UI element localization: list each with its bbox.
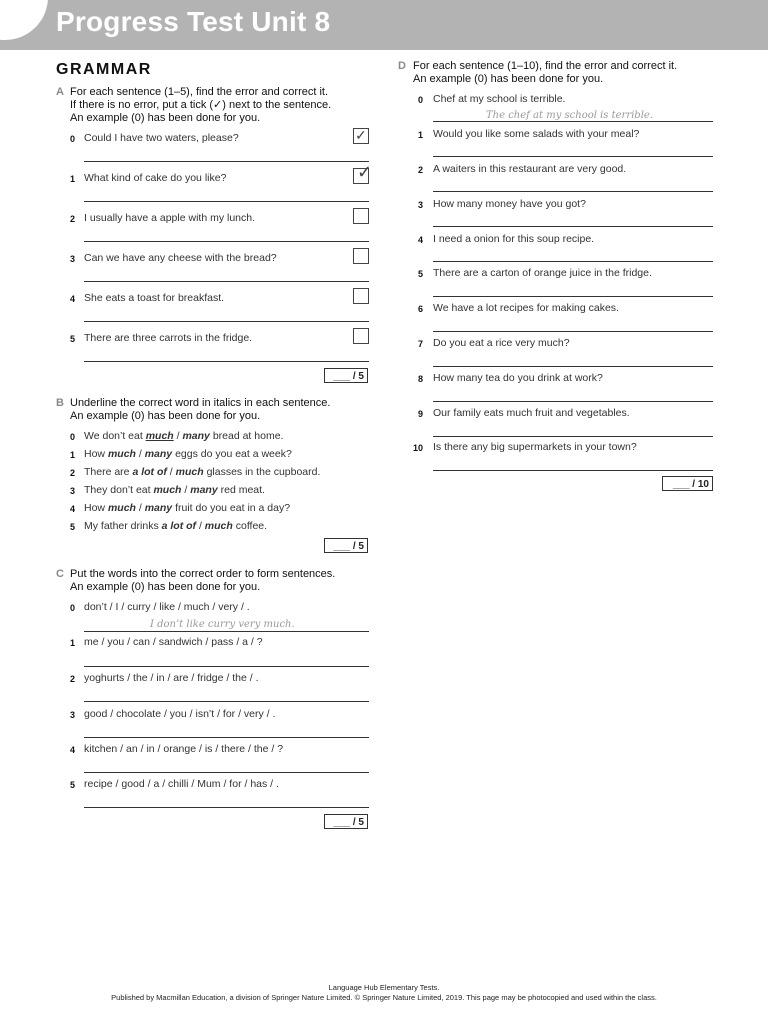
answer-line[interactable] xyxy=(84,666,369,667)
tick-mark: ✓ xyxy=(357,162,373,182)
item-number: 1 xyxy=(70,450,76,460)
item-number: 3 xyxy=(70,486,76,496)
sentence-text: What kind of cake do you like? xyxy=(84,172,227,184)
choice-option[interactable]: much xyxy=(107,502,136,514)
sentence-text: Can we have any cheese with the bread? xyxy=(84,252,277,264)
item-number: 1 xyxy=(70,174,76,184)
item-number: 5 xyxy=(70,522,76,532)
sentence-text: Could I have two waters, please? xyxy=(84,132,239,144)
instruction-line: An example (0) has been done for you. xyxy=(70,410,261,422)
answer-line[interactable] xyxy=(84,807,369,808)
sentence-text: Chef at my school is terrible. xyxy=(433,93,566,105)
item-number: 4 xyxy=(70,294,76,304)
choice-option[interactable]: much xyxy=(153,484,182,496)
sentence-text: Is there any big supermarkets in your town? xyxy=(433,441,637,453)
item-number: 10 xyxy=(413,443,424,453)
item-number: 5 xyxy=(70,334,76,344)
example-answer: I don’t like curry very much. xyxy=(150,619,295,630)
item-number: 2 xyxy=(70,468,76,478)
item-number: 5 xyxy=(418,269,424,279)
sentence-text: I usually have a apple with my lunch. xyxy=(84,212,256,224)
sentence-text: We have a lot recipes for making cakes. xyxy=(433,302,619,314)
item-number: 5 xyxy=(70,780,76,790)
instruction-line: Put the words into the correct order to form sentences. xyxy=(70,568,336,580)
score-box[interactable]: ___ / 5 xyxy=(324,368,368,383)
item-number: 8 xyxy=(418,374,424,384)
section-d-letter: D xyxy=(398,60,406,72)
section-heading-grammar: GRAMMAR xyxy=(56,61,152,78)
answer-line[interactable] xyxy=(433,121,713,122)
sentence-text: She eats a toast for breakfast. xyxy=(84,292,225,304)
choice-option[interactable]: many xyxy=(190,484,218,496)
choice-option[interactable]: much xyxy=(107,448,136,460)
page-title: Progress Test Unit 8 xyxy=(56,6,331,37)
answer-line[interactable] xyxy=(84,201,369,202)
sentence-text: There are a carton of orange juice in the fridge. xyxy=(433,267,652,279)
tick-box[interactable] xyxy=(353,248,369,264)
jumbled-words: good / chocolate / you / isn’t / for / very / . xyxy=(84,708,276,720)
example-answer: The chef at my school is terrible. xyxy=(486,110,654,121)
answer-line[interactable] xyxy=(433,366,713,367)
item-number: 2 xyxy=(70,214,76,224)
instruction-line: For each sentence (1–10), find the error and correct it. xyxy=(413,60,678,72)
underlined-answer: much xyxy=(145,430,174,442)
item-number: 3 xyxy=(418,200,424,210)
item-number: 2 xyxy=(418,165,424,175)
choice-sentence: There are a lot of / much glasses in the cupboard. xyxy=(84,466,321,478)
jumbled-words: don’t / I / curry / like / much / very / . xyxy=(84,601,250,613)
section-a-letter: A xyxy=(56,86,64,98)
item-number: 0 xyxy=(70,603,76,613)
choice-sentence: My father drinks a lot of / much coffee. xyxy=(84,520,268,532)
section-b-letter: B xyxy=(56,397,64,409)
item-number: 3 xyxy=(70,254,76,264)
answer-line[interactable] xyxy=(433,401,713,402)
answer-line[interactable] xyxy=(84,281,369,282)
sentence-text: There are three carrots in the fridge. xyxy=(84,332,253,344)
answer-line[interactable] xyxy=(433,331,713,332)
choice-option[interactable]: many xyxy=(144,502,173,514)
tick-box[interactable] xyxy=(353,208,369,224)
answer-line[interactable] xyxy=(84,241,369,242)
jumbled-words: yoghurts / the / in / are / fridge / the / . xyxy=(84,672,259,684)
sentence-text: Our family eats much fruit and vegetables. xyxy=(433,407,630,419)
answer-line[interactable] xyxy=(433,436,713,437)
choice-option[interactable]: much xyxy=(175,466,204,478)
choice-sentence: How much / many eggs do you eat a week? xyxy=(84,448,292,460)
item-number: 6 xyxy=(418,304,424,314)
item-number: 4 xyxy=(70,504,76,514)
tick-mark: ✓ xyxy=(355,127,367,143)
item-number: 1 xyxy=(70,638,76,648)
score-box[interactable]: ___ / 10 xyxy=(662,476,713,491)
tick-box[interactable] xyxy=(353,328,369,344)
score-box[interactable]: ___ / 5 xyxy=(324,538,368,553)
item-number: 0 xyxy=(70,134,76,144)
answer-line[interactable] xyxy=(84,772,369,773)
answer-line[interactable] xyxy=(84,701,369,702)
item-number: 0 xyxy=(70,432,76,442)
instruction-line: Underline the correct word in italics in each sentence. xyxy=(70,397,331,409)
choice-sentence: How much / many fruit do you eat in a day? xyxy=(84,502,291,514)
item-number: 2 xyxy=(70,674,76,684)
instruction-line: For each sentence (1–5), find the error and correct it. xyxy=(70,86,329,98)
section-c-instructions xyxy=(70,568,335,594)
jumbled-words: me / you / can / sandwich / pass / a / ? xyxy=(84,636,263,648)
footer-series: Language Hub Elementary Tests. xyxy=(328,983,440,992)
answer-line[interactable] xyxy=(84,321,369,322)
answer-line[interactable] xyxy=(433,226,713,227)
answer-line[interactable] xyxy=(433,261,713,262)
answer-line[interactable] xyxy=(84,161,369,162)
item-number: 4 xyxy=(70,745,76,755)
choice-sentence: They don’t eat much / many red meat. xyxy=(84,484,265,496)
sentence-text: Would you like some salads with your meal? xyxy=(433,128,640,140)
jumbled-words: recipe / good / a / chilli / Mum / for / has / . xyxy=(84,778,279,790)
instruction-line: An example (0) has been done for you. xyxy=(70,112,261,124)
sentence-text: How many tea do you drink at work? xyxy=(433,372,603,384)
answer-line[interactable] xyxy=(433,296,713,297)
section-d-instructions xyxy=(413,60,677,86)
answer-line[interactable] xyxy=(433,191,713,192)
sentence-text: How many money have you got? xyxy=(433,198,586,210)
section-b-instructions xyxy=(70,397,330,423)
sentence-text: A waiters in this restaurant are very good. xyxy=(433,163,627,175)
answer-line[interactable] xyxy=(84,361,369,362)
section-c-letter: C xyxy=(56,568,64,580)
answer-line[interactable] xyxy=(433,156,713,157)
instruction-line: An example (0) has been done for you. xyxy=(413,73,604,85)
answer-line[interactable] xyxy=(433,470,713,471)
sentence-text: Do you eat a rice very much? xyxy=(433,337,570,349)
item-number: 0 xyxy=(418,95,424,105)
item-number: 1 xyxy=(418,130,424,140)
instruction-line: An example (0) has been done for you. xyxy=(70,581,261,593)
jumbled-words: kitchen / an / in / orange / is / there / the / ? xyxy=(84,743,284,755)
sentence-text: I need a onion for this soup recipe. xyxy=(433,233,595,245)
choice-option[interactable]: a lot of xyxy=(161,520,197,532)
choice-option[interactable]: a lot of xyxy=(132,466,167,478)
score-box[interactable]: ___ / 5 xyxy=(324,814,368,829)
item-number: 7 xyxy=(418,339,424,349)
answer-line[interactable] xyxy=(84,631,369,632)
footer-copyright: Published by Macmillan Education, a division of Springer Nature Limited. © Springer Nature Limited, 2019. This page may be photocopied and used within the class. xyxy=(111,993,657,1002)
item-number: 9 xyxy=(418,409,424,419)
section-a-instructions xyxy=(70,86,331,125)
instruction-line: If there is no error, put a tick (✓) next to the sentence. xyxy=(70,99,332,111)
item-number: 3 xyxy=(70,710,76,720)
answer-line[interactable] xyxy=(84,737,369,738)
tick-box[interactable] xyxy=(353,288,369,304)
choice-option[interactable]: much xyxy=(204,520,233,532)
choice-sentence: We don’t eat much / many bread at home. xyxy=(84,430,284,442)
choice-option[interactable]: many xyxy=(144,448,173,460)
item-number: 4 xyxy=(418,235,424,245)
